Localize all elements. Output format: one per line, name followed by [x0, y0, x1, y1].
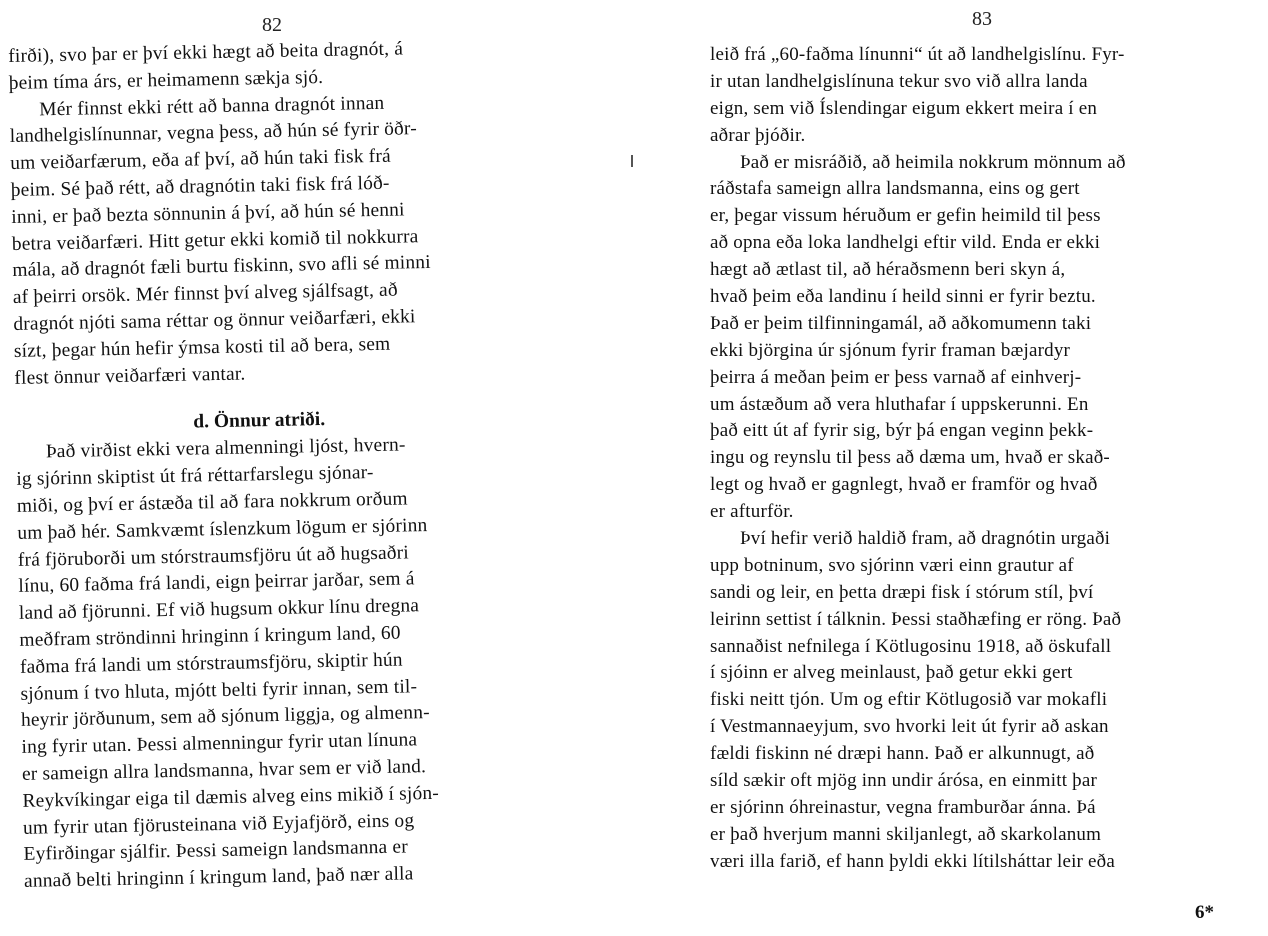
text-line: fiski neitt tjón. Um og eftir Kötlugosið var mokafli: [710, 689, 1108, 711]
text-line: er afturför.: [710, 501, 794, 523]
text-line: er sjórinn óhreinastur, vegna framburðar ánna. Þá: [710, 796, 1096, 818]
text-line: miði, og því er ástæða til að fara nokkrum orðum: [16, 488, 408, 517]
text-line: dragnót njóti sama réttar og önnur veiðarfæri, ekki: [13, 306, 416, 335]
text-line: Það er þeim tilfinningamál, að aðkomumenn taki: [710, 312, 1092, 334]
text-line: ir utan landhelgislínuna tekur svo við allra landa: [710, 70, 1088, 92]
section-heading: d. Önnur atriði.: [193, 409, 326, 433]
text-line: Mér finnst ekki rétt að banna dragnót innan: [39, 92, 385, 121]
text-line: annað belti hringinn í kringum land, það nær alla: [23, 863, 414, 892]
text-line: meðfram ströndinni hringinn í kringum land, 60: [19, 622, 401, 651]
text-line: inni, er það bezta sönnunin á því, að hún sé henni: [11, 199, 405, 228]
text-line: í Vestmannaeyjum, svo hvorki leit út fyrir að askan: [710, 716, 1109, 738]
text-line: ekki björgina úr sjónum fyrir framan bæjardyr: [710, 339, 1071, 361]
text-line: er sameign allra landsmanna, hvar sem er við land.: [21, 756, 427, 785]
right-page: [640, 0, 1268, 936]
text-line: línu, 60 faðma frá landi, eign þeirrar jarðar, sem á: [18, 568, 415, 598]
text-line: væri illa farið, ef hann þyldi ekki lítilsháttar leir eða: [710, 850, 1116, 872]
text-line: landhelgislínunnar, vegna þess, að hún sé fyrir öðr-: [9, 118, 418, 148]
left-page: [0, 0, 600, 936]
page-number-left: 82: [262, 14, 282, 36]
text-line: um veiðarfærum, eða af því, að hún taki fisk frá: [10, 145, 392, 175]
text-line: þeim tíma árs, er heimamenn sækja sjó.: [8, 66, 324, 94]
text-line: faðma frá landi um stórstraumsfjöru, skiptir hún: [19, 649, 403, 678]
page-number-right: 83: [972, 8, 992, 30]
text-line: frá fjöruborði um stórstraumsfjöru út að hugsaðri: [17, 541, 410, 571]
text-line: síld sækir oft mjög inn undir árósa, en einmitt þar: [710, 770, 1097, 792]
gutter-mark: [631, 155, 633, 167]
text-line: mála, að dragnót fæli burtu fiskinn, svo afli sé minni: [12, 252, 431, 282]
text-line: Eyfirðingar sjálfir. Þessi sameign landsmanna er: [23, 836, 409, 866]
left-text-block: [8, 33, 584, 895]
signature-mark: 6*: [1195, 902, 1214, 923]
text-line: þeim. Sé það rétt, að dragnótin taki fisk frá lóð-: [10, 172, 390, 201]
text-line: er, þegar vissum héruðum er gefin heimild til þess: [710, 205, 1101, 227]
text-line: ráðstafa sameign allra landsmanna, eins og gert: [710, 178, 1080, 200]
text-line: að opna eða loka landhelgi eftir vild. Enda er ekki: [710, 232, 1101, 254]
text-line: leirinn settist í tálknin. Þessi staðhæfing er röng. Það: [710, 608, 1122, 630]
text-line: Því hefir verið haldið fram, að dragnótin urgaði: [740, 528, 1111, 550]
text-line: sízt, þegar hún hefir ýmsa kosti til að bera, sem: [13, 333, 391, 362]
text-line: flest önnur veiðarfæri vantar.: [14, 363, 246, 389]
text-line: hægt að ætlast til, að héraðsmenn beri skyn á,: [710, 259, 1066, 281]
text-line: um fyrir utan fjörusteinana við Eyjafjörð, eins og: [22, 809, 415, 839]
text-line: heyrir jörðunum, sem að sjónum liggja, og almenn-: [20, 702, 430, 732]
text-line: sannaðist nefnilega í Kötlugosinu 1918, að öskufall: [710, 635, 1112, 657]
text-line: legt og hvað er gagnlegt, hvað er framför og hvað: [710, 474, 1098, 496]
text-line: Reykvíkingar eiga til dæmis alveg eins mikið í sjón-: [22, 782, 440, 812]
right-text-block: [710, 42, 1260, 876]
text-line: Það er misráðið, að heimila nokkrum mönnum að: [740, 151, 1126, 173]
text-line: eign, sem við Íslendingar eigum ekkert meira í en: [710, 97, 1098, 119]
text-line: í sjóinn er alveg meinlaust, það getur ekki gert: [710, 662, 1073, 684]
text-line: sandi og leir, en þetta dræpi fisk í stórum stíl, því: [710, 581, 1094, 603]
text-line: leið frá „60-faðma línunni“ út að landhelgislínu. Fyr-: [710, 44, 1125, 65]
text-line: Það virðist ekki vera almenningi ljóst, hvern-: [45, 434, 406, 463]
text-line: fældi fiskinn né dræpi hann. Það er alkunnugt, að: [710, 743, 1095, 765]
text-line: um ástæðum að vera hluthafar í uppskerunni. En: [710, 393, 1089, 415]
text-line: af þeirri orsök. Mér finnst því alveg sjálfsagt, að: [12, 279, 399, 309]
text-line: um það hér. Samkvæmt íslenzkum lögum er sjórinn: [17, 514, 428, 544]
text-line: er það hverjum manni skiljanlegt, að skarkolanum: [710, 823, 1102, 845]
text-line: land að fjörunni. Ef við hugsum okkur línu dregna: [18, 595, 420, 625]
text-line: það eitt út af fyrir sig, býr þá engan veginn þekk-: [710, 420, 1094, 442]
text-line: sjónum í tvo hluta, mjótt belti fyrir innan, sem til-: [20, 675, 418, 705]
text-line: betra veiðarfæri. Hitt getur ekki komið til nokkurra: [11, 225, 419, 255]
text-line: hvað þeim eða landinu í heild sinni er fyrir beztu.: [710, 286, 1096, 308]
text-line: firði), svo þar er því ekki hægt að beita dragnót, á: [8, 38, 404, 67]
text-line: ing fyrir utan. Þessi almenningur fyrir utan línuna: [21, 729, 418, 758]
text-line: aðrar þjóðir.: [710, 124, 806, 146]
text-line: upp botninum, svo sjórinn væri einn grautur af: [710, 554, 1074, 576]
text-line: ingu og reynslu til þess að dæma um, hvað er skað-: [710, 447, 1110, 469]
text-line: ig sjórinn skiptist út frá réttarfarslegu sjónar-: [16, 462, 374, 491]
text-line: þeirra á meðan þeim er þess varnað af einhverj-: [710, 366, 1082, 388]
